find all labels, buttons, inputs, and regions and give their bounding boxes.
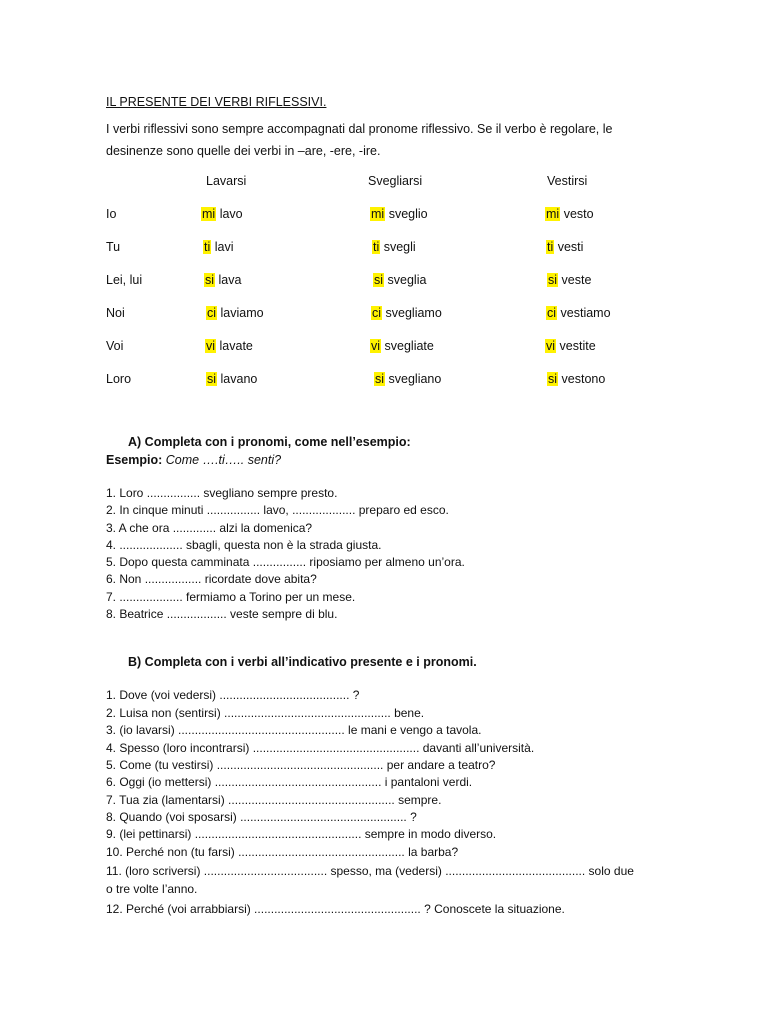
reflexive-pronoun: mi (202, 207, 216, 221)
reflexive-pronoun: si (548, 273, 558, 287)
verb-form: veste (561, 273, 592, 287)
verb-form: svegliamo (385, 306, 442, 320)
pronoun-io: Io (106, 207, 117, 221)
header-lavarsi: Lavarsi (206, 174, 247, 188)
exercise-a-item: 4. ................... sbagli, questa non è la strada giusta. (106, 538, 382, 552)
exercise-b-item: 5. Come (tu vestirsi) .................................................. per andare a teatro? (106, 758, 496, 772)
exercise-a-item: 6. Non ................. ricordate dove abita? (106, 572, 317, 586)
cell-svegliarsi-noi (371, 306, 442, 320)
exercise-b-item: 1. Dove (voi vedersi) ....................................... ? (106, 688, 360, 702)
verb-form: lavano (220, 372, 258, 386)
pronoun-lei-lui: Lei, lui (106, 273, 143, 287)
cell-vestirsi-tu (546, 240, 583, 254)
reflexive-pronoun: ti (204, 240, 211, 254)
cell-vestirsi-noi (546, 306, 611, 320)
exercise-b-item: 8. Quando (voi sposarsi) .................................................. ? (106, 810, 417, 824)
reflexive-pronoun: ci (207, 306, 217, 320)
cell-svegliarsi-io (370, 207, 428, 221)
cell-lavarsi-loro (206, 372, 257, 386)
exercise-b-item: 10. Perché non (tu farsi) .................................................. la barba? (106, 845, 459, 859)
reflexive-pronoun: ti (373, 240, 380, 254)
cell-svegliarsi-loro (374, 372, 441, 386)
reflexive-pronoun: si (375, 372, 385, 386)
cell-vestirsi-voi (545, 339, 596, 353)
reflexive-pronoun: mi (546, 207, 560, 221)
cell-lavarsi-tu (203, 240, 234, 254)
reflexive-pronoun: ci (372, 306, 382, 320)
pronoun-loro: Loro (106, 372, 132, 386)
reflexive-pronoun: vi (546, 339, 556, 353)
intro-line-1: I verbi riflessivi sono sempre accompagnati dal pronome riflessivo. Se il verbo è regolare, le (106, 122, 613, 136)
verb-form: vesto (563, 207, 594, 221)
verb-form: sveglia (387, 273, 427, 287)
header-vestirsi: Vestirsi (547, 174, 588, 188)
exercise-b-item: 11. (loro scriversi) ..................................... spesso, ma (vedersi) .......................................... solo due (106, 864, 634, 878)
section-a-heading: A) Completa con i pronomi, come nell’esempio: (128, 435, 411, 449)
exercise-b-item: 2. Luisa non (sentirsi) .................................................. bene. (106, 706, 425, 720)
reflexive-pronoun: si (205, 273, 215, 287)
exercise-a-item: 3. A che ora ............. alzi la domenica? (106, 521, 313, 535)
verb-form: laviamo (220, 306, 264, 320)
exercise-a-item: 5. Dopo questa camminata ................ riposiamo per almeno un’ora. (106, 555, 465, 569)
pronoun-noi: Noi (106, 306, 125, 320)
reflexive-pronoun: vi (371, 339, 381, 353)
exercise-b-item: 9. (lei pettinarsi) .................................................. sempre in modo diverso. (106, 827, 497, 841)
verb-form: vestite (559, 339, 596, 353)
verb-form: svegli (383, 240, 416, 254)
exercise-a-item: 1. Loro ................ svegliano sempre presto. (106, 486, 338, 500)
cell-svegliarsi-tu (372, 240, 416, 254)
exercise-b-item: 6. Oggi (io mettersi) .................................................. i pantaloni verdi. (106, 775, 473, 789)
cell-lavarsi-lei (204, 273, 241, 287)
pronoun-voi: Voi (106, 339, 124, 353)
exercise-b-item: 4. Spesso (loro incontrarsi) .................................................. davanti all’università. (106, 741, 535, 755)
verb-form: svegliano (388, 372, 442, 386)
verb-form: sveglio (388, 207, 428, 221)
cell-svegliarsi-lei (373, 273, 426, 287)
verb-form: vestono (561, 372, 606, 386)
reflexive-pronoun: mi (371, 207, 385, 221)
verb-form: lavi (214, 240, 234, 254)
example-text: Come ….ti….. senti? (165, 453, 282, 467)
reflexive-pronoun: ti (547, 240, 554, 254)
exercise-a-item: 2. In cinque minuti ................ lavo, ................... preparo ed esco. (106, 503, 449, 517)
verb-form: lavo (219, 207, 243, 221)
exercise-b-item: 7. Tua zia (lamentarsi) .................................................. sempre. (106, 793, 442, 807)
reflexive-pronoun: vi (206, 339, 216, 353)
section-b-heading: B) Completa con i verbi all’indicativo presente e i pronomi. (128, 655, 477, 669)
exercise-a-item: 7. ................... fermiamo a Torino per un mese. (106, 590, 356, 604)
verb-form: vesti (557, 240, 584, 254)
cell-vestirsi-io (545, 207, 594, 221)
pronoun-tu: Tu (106, 240, 121, 254)
verb-form: vestiamo (560, 306, 611, 320)
verb-form: lavate (219, 339, 253, 353)
verb-form: lava (218, 273, 242, 287)
cell-svegliarsi-voi (370, 339, 434, 353)
example-label: Esempio: (106, 453, 163, 467)
cell-lavarsi-io (201, 207, 243, 221)
cell-lavarsi-voi (205, 339, 253, 353)
reflexive-pronoun: si (548, 372, 558, 386)
header-svegliarsi: Svegliarsi (368, 174, 423, 188)
example-line (106, 452, 281, 468)
intro-line-2: desinenze sono quelle dei verbi in –are, -ere, -ire. (106, 144, 381, 158)
exercise-b-item: 3. (io lavarsi) .................................................. le mani e vengo a tavola. (106, 723, 482, 737)
verb-form: svegliate (384, 339, 434, 353)
reflexive-pronoun: si (374, 273, 384, 287)
page-title: IL PRESENTE DEI VERBI RIFLESSIVI. (106, 95, 327, 109)
exercise-b-item: 12. Perché (voi arrabbiarsi) .................................................. ? Conoscete la situazione. (106, 902, 565, 916)
cell-lavarsi-noi (206, 306, 264, 320)
reflexive-pronoun: ci (547, 306, 557, 320)
reflexive-pronoun: si (207, 372, 217, 386)
cell-vestirsi-lei (547, 273, 591, 287)
exercise-a-item: 8. Beatrice .................. veste sempre di blu. (106, 607, 338, 621)
exercise-b-item-continuation: o tre volte l’anno. (106, 882, 198, 896)
cell-vestirsi-loro (547, 372, 605, 386)
